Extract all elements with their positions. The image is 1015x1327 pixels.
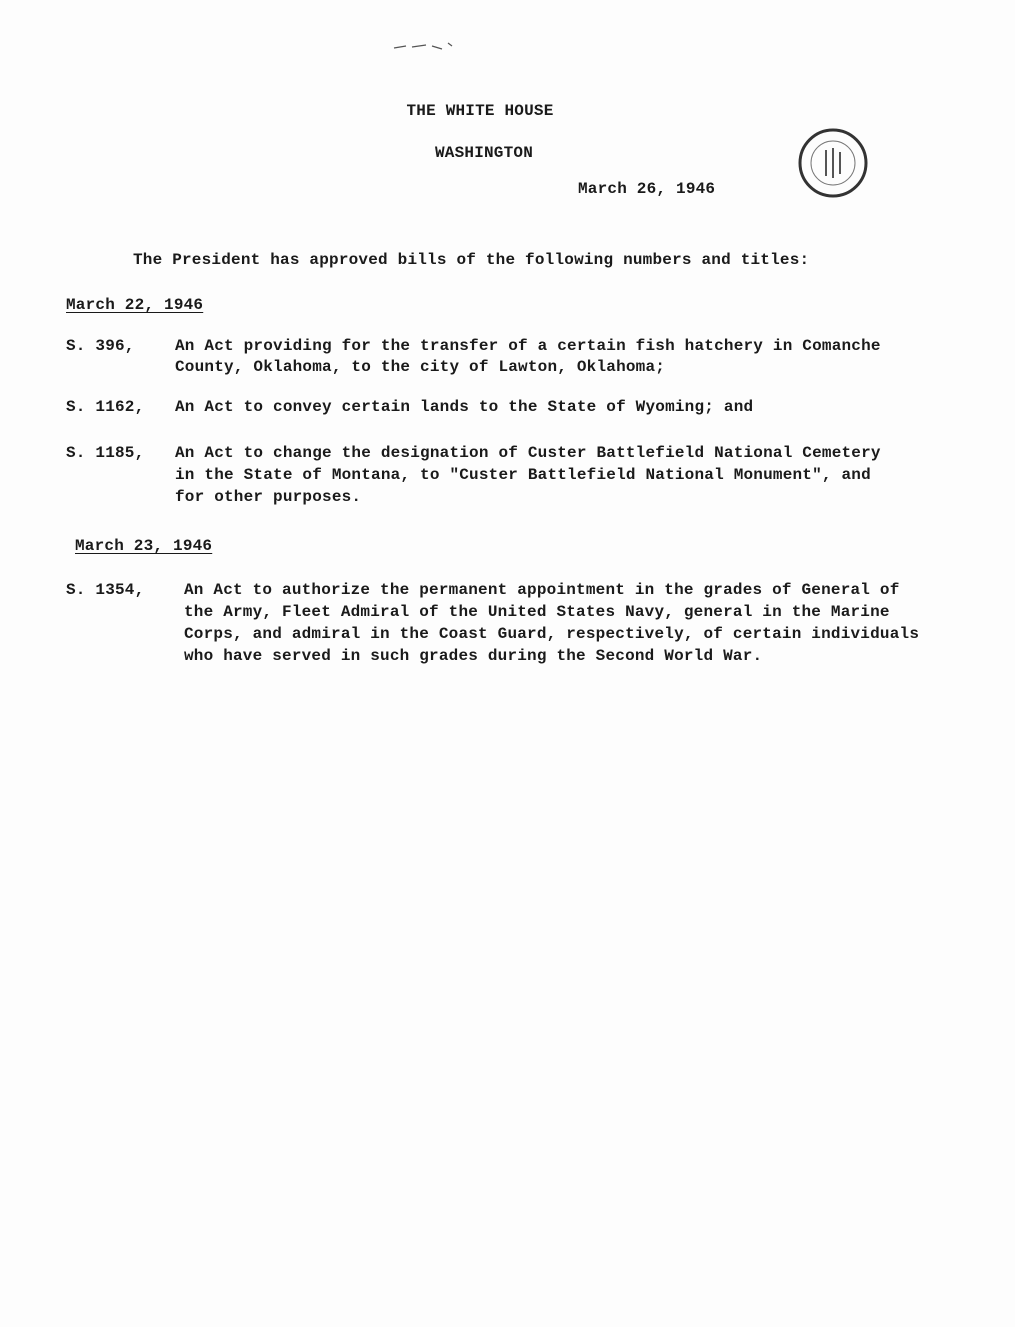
bill-title-line: who have served in such grades during the Second World War. — [184, 647, 763, 665]
bill-title-line: County, Oklahoma, to the city of Lawton, Oklahoma; — [175, 358, 666, 376]
section-date: March 23, 1946 — [75, 537, 213, 555]
library-stamp — [796, 126, 870, 200]
section-date: March 22, 1946 — [66, 296, 204, 314]
bill-title-line: Corps, and admiral in the Coast Guard, respectively, of certain individuals — [184, 625, 920, 643]
ink-marks — [392, 40, 462, 54]
bill-title-line: An Act to authorize the permanent appointment in the grades of General of — [184, 581, 900, 599]
bill-title-line: An Act to change the designation of Custer Battlefield National Cemetery — [175, 444, 881, 462]
bill-number: S. 396, — [66, 337, 135, 355]
bill-title-line: An Act providing for the transfer of a certain fish hatchery in Comanche — [175, 337, 881, 355]
intro-text: The President has approved bills of the following numbers and titles: — [133, 251, 810, 269]
bill-number: S. 1185, — [66, 444, 145, 462]
bill-title-line: for other purposes. — [175, 488, 362, 506]
bill-title-line: An Act to convey certain lands to the State of Wyoming; and — [175, 398, 754, 416]
letterhead-city: WASHINGTON — [434, 144, 533, 162]
bill-number: S. 1162, — [66, 398, 145, 416]
document-date: March 26, 1946 — [578, 180, 716, 198]
letterhead-title: THE WHITE HOUSE — [406, 102, 554, 120]
bill-title-line: the Army, Fleet Admiral of the United States Navy, general in the Marine — [184, 603, 890, 621]
bill-title-line: in the State of Montana, to "Custer Battlefield National Monument", and — [175, 466, 871, 484]
bill-number: S. 1354, — [66, 581, 145, 599]
